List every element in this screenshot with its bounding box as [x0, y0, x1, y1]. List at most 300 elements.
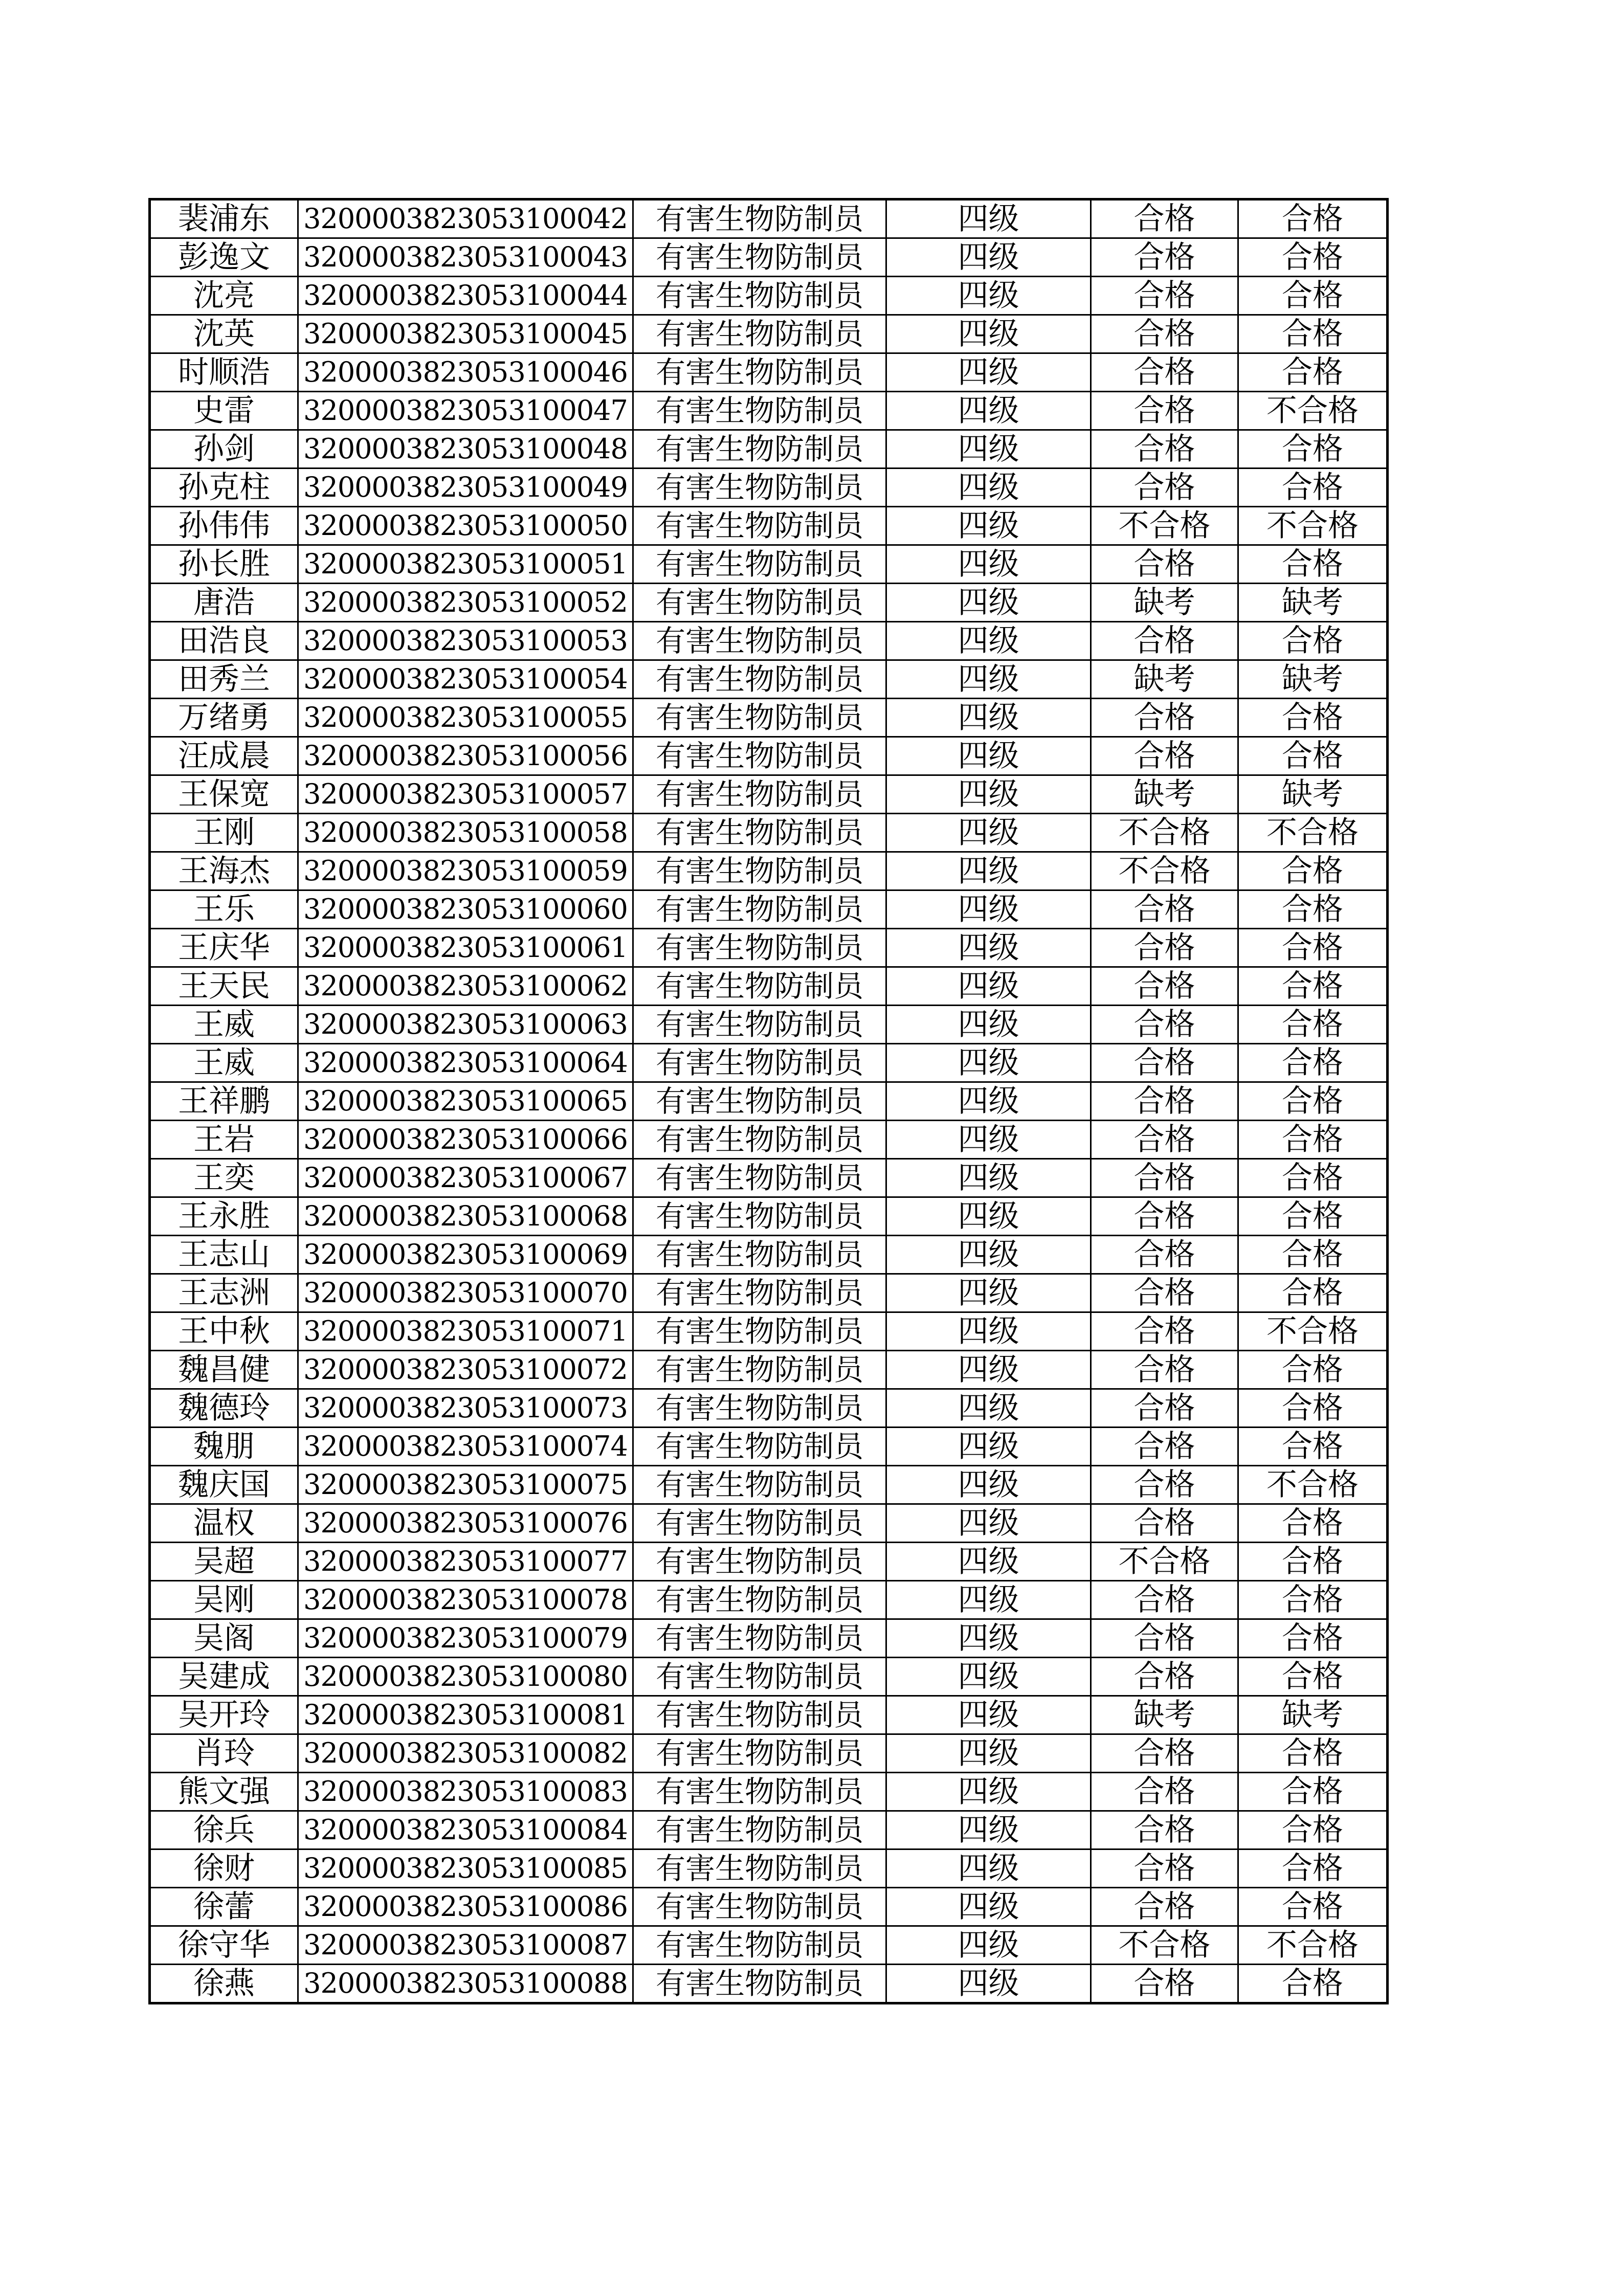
certificate-number-cell: 3200003823053100069: [298, 1236, 633, 1274]
occupation-cell: 有害生物防制员: [633, 1888, 886, 1926]
candidate-name-cell: 王祥鹏: [150, 1082, 298, 1121]
table-row: [150, 1236, 1388, 1274]
table-row: [150, 1389, 1388, 1428]
practical-result-cell: 合格: [1238, 1389, 1388, 1428]
candidate-name-cell: 王庆华: [150, 929, 298, 967]
practical-result-cell: 不合格: [1238, 392, 1388, 430]
theory-result-cell: 缺考: [1091, 660, 1238, 699]
occupation-cell: 有害生物防制员: [633, 238, 886, 277]
practical-result-cell: 合格: [1238, 238, 1388, 277]
practical-result-cell: 合格: [1238, 1504, 1388, 1543]
occupation-cell: 有害生物防制员: [633, 1926, 886, 1965]
certificate-number-cell: 3200003823053100042: [298, 199, 633, 238]
table-row: [150, 1926, 1388, 1965]
theory-result-cell: 合格: [1091, 1121, 1238, 1159]
candidate-name-cell: 魏德玲: [150, 1389, 298, 1428]
theory-result-cell: 合格: [1091, 737, 1238, 775]
occupation-cell: 有害生物防制员: [633, 1773, 886, 1811]
practical-result-cell: 不合格: [1238, 814, 1388, 852]
candidate-name-cell: 吴建成: [150, 1658, 298, 1696]
certificate-number-cell: 3200003823053100044: [298, 277, 633, 315]
occupation-cell: 有害生物防制员: [633, 1044, 886, 1082]
occupation-cell: 有害生物防制员: [633, 199, 886, 238]
candidate-name-cell: 王奕: [150, 1159, 298, 1197]
theory-result-cell: 合格: [1091, 199, 1238, 238]
table-row: [150, 1006, 1388, 1044]
candidate-name-cell: 沈英: [150, 315, 298, 353]
skill-level-cell: 四级: [886, 1466, 1091, 1504]
theory-result-cell: 合格: [1091, 1312, 1238, 1351]
skill-level-cell: 四级: [886, 315, 1091, 353]
certificate-number-cell: 3200003823053100061: [298, 929, 633, 967]
certificate-number-cell: 3200003823053100074: [298, 1428, 633, 1466]
practical-result-cell: 合格: [1238, 929, 1388, 967]
theory-result-cell: 合格: [1091, 890, 1238, 929]
skill-level-cell: 四级: [886, 1121, 1091, 1159]
theory-result-cell: 合格: [1091, 1351, 1238, 1389]
candidate-name-cell: 王海杰: [150, 852, 298, 890]
certificate-number-cell: 3200003823053100073: [298, 1389, 633, 1428]
occupation-cell: 有害生物防制员: [633, 775, 886, 814]
candidate-name-cell: 吴刚: [150, 1581, 298, 1619]
skill-level-cell: 四级: [886, 469, 1091, 507]
certificate-number-cell: 3200003823053100070: [298, 1274, 633, 1312]
theory-result-cell: 不合格: [1091, 1543, 1238, 1581]
table-row: [150, 1312, 1388, 1351]
skill-level-cell: 四级: [886, 1428, 1091, 1466]
occupation-cell: 有害生物防制员: [633, 1236, 886, 1274]
skill-level-cell: 四级: [886, 277, 1091, 315]
certificate-number-cell: 3200003823053100045: [298, 315, 633, 353]
practical-result-cell: 合格: [1238, 1121, 1388, 1159]
practical-result-cell: 缺考: [1238, 660, 1388, 699]
occupation-cell: 有害生物防制员: [633, 890, 886, 929]
skill-level-cell: 四级: [886, 1389, 1091, 1428]
certificate-number-cell: 3200003823053100060: [298, 890, 633, 929]
occupation-cell: 有害生物防制员: [633, 1504, 886, 1543]
occupation-cell: 有害生物防制员: [633, 1965, 886, 2003]
table-row: [150, 1696, 1388, 1734]
table-row: [150, 1619, 1388, 1658]
theory-result-cell: 合格: [1091, 622, 1238, 660]
theory-result-cell: 合格: [1091, 1428, 1238, 1466]
occupation-cell: 有害生物防制员: [633, 1082, 886, 1121]
certificate-number-cell: 3200003823053100086: [298, 1888, 633, 1926]
candidate-name-cell: 唐浩: [150, 584, 298, 622]
practical-result-cell: 合格: [1238, 277, 1388, 315]
skill-level-cell: 四级: [886, 1773, 1091, 1811]
certificate-number-cell: 3200003823053100080: [298, 1658, 633, 1696]
table-row: [150, 238, 1388, 277]
practical-result-cell: 合格: [1238, 1849, 1388, 1888]
practical-result-cell: 合格: [1238, 1044, 1388, 1082]
occupation-cell: 有害生物防制员: [633, 392, 886, 430]
certificate-number-cell: 3200003823053100083: [298, 1773, 633, 1811]
practical-result-cell: 合格: [1238, 622, 1388, 660]
theory-result-cell: 合格: [1091, 392, 1238, 430]
skill-level-cell: 四级: [886, 622, 1091, 660]
practical-result-cell: 不合格: [1238, 1312, 1388, 1351]
results-body: [150, 199, 1388, 2003]
table-row: [150, 1428, 1388, 1466]
certificate-number-cell: 3200003823053100049: [298, 469, 633, 507]
candidate-name-cell: 彭逸文: [150, 238, 298, 277]
table-row: [150, 814, 1388, 852]
theory-result-cell: 合格: [1091, 699, 1238, 737]
certificate-number-cell: 3200003823053100053: [298, 622, 633, 660]
practical-result-cell: 合格: [1238, 1658, 1388, 1696]
practical-result-cell: 缺考: [1238, 775, 1388, 814]
practical-result-cell: 合格: [1238, 890, 1388, 929]
skill-level-cell: 四级: [886, 353, 1091, 392]
theory-result-cell: 合格: [1091, 1888, 1238, 1926]
skill-level-cell: 四级: [886, 1658, 1091, 1696]
theory-result-cell: 不合格: [1091, 814, 1238, 852]
certificate-number-cell: 3200003823053100064: [298, 1044, 633, 1082]
table-row: [150, 852, 1388, 890]
certificate-number-cell: 3200003823053100046: [298, 353, 633, 392]
candidate-name-cell: 魏昌健: [150, 1351, 298, 1389]
candidate-name-cell: 史雷: [150, 392, 298, 430]
skill-level-cell: 四级: [886, 1274, 1091, 1312]
skill-level-cell: 四级: [886, 1734, 1091, 1773]
table-row: [150, 584, 1388, 622]
occupation-cell: 有害生物防制员: [633, 699, 886, 737]
practical-result-cell: 不合格: [1238, 507, 1388, 545]
candidate-name-cell: 沈亮: [150, 277, 298, 315]
candidate-name-cell: 王威: [150, 1006, 298, 1044]
candidate-name-cell: 王中秋: [150, 1312, 298, 1351]
skill-level-cell: 四级: [886, 1044, 1091, 1082]
candidate-name-cell: 时顺浩: [150, 353, 298, 392]
table-row: [150, 1888, 1388, 1926]
skill-level-cell: 四级: [886, 1849, 1091, 1888]
candidate-name-cell: 王志洲: [150, 1274, 298, 1312]
theory-result-cell: 合格: [1091, 929, 1238, 967]
certificate-number-cell: 3200003823053100057: [298, 775, 633, 814]
practical-result-cell: 合格: [1238, 1197, 1388, 1236]
table-row: [150, 1734, 1388, 1773]
occupation-cell: 有害生物防制员: [633, 967, 886, 1006]
candidate-name-cell: 王威: [150, 1044, 298, 1082]
candidate-name-cell: 王永胜: [150, 1197, 298, 1236]
theory-result-cell: 合格: [1091, 967, 1238, 1006]
skill-level-cell: 四级: [886, 199, 1091, 238]
candidate-name-cell: 田秀兰: [150, 660, 298, 699]
candidate-name-cell: 魏庆国: [150, 1466, 298, 1504]
practical-result-cell: 合格: [1238, 1274, 1388, 1312]
table-row: [150, 430, 1388, 469]
skill-level-cell: 四级: [886, 1926, 1091, 1965]
skill-level-cell: 四级: [886, 1504, 1091, 1543]
certificate-number-cell: 3200003823053100079: [298, 1619, 633, 1658]
certificate-number-cell: 3200003823053100087: [298, 1926, 633, 1965]
theory-result-cell: 合格: [1091, 1006, 1238, 1044]
skill-level-cell: 四级: [886, 699, 1091, 737]
practical-result-cell: 合格: [1238, 852, 1388, 890]
practical-result-cell: 合格: [1238, 1888, 1388, 1926]
certificate-number-cell: 3200003823053100056: [298, 737, 633, 775]
skill-level-cell: 四级: [886, 1006, 1091, 1044]
skill-level-cell: 四级: [886, 238, 1091, 277]
candidate-name-cell: 王保宽: [150, 775, 298, 814]
occupation-cell: 有害生物防制员: [633, 1811, 886, 1849]
skill-level-cell: 四级: [886, 1543, 1091, 1581]
certificate-number-cell: 3200003823053100084: [298, 1811, 633, 1849]
table-row: [150, 1504, 1388, 1543]
skill-level-cell: 四级: [886, 1082, 1091, 1121]
skill-level-cell: 四级: [886, 1236, 1091, 1274]
occupation-cell: 有害生物防制员: [633, 1466, 886, 1504]
candidate-name-cell: 徐守华: [150, 1926, 298, 1965]
practical-result-cell: 合格: [1238, 430, 1388, 469]
candidate-name-cell: 孙克柱: [150, 469, 298, 507]
candidate-name-cell: 汪成晨: [150, 737, 298, 775]
skill-level-cell: 四级: [886, 660, 1091, 699]
table-row: [150, 469, 1388, 507]
theory-result-cell: 合格: [1091, 1504, 1238, 1543]
candidate-name-cell: 万绪勇: [150, 699, 298, 737]
practical-result-cell: 不合格: [1238, 1466, 1388, 1504]
occupation-cell: 有害生物防制员: [633, 545, 886, 584]
skill-level-cell: 四级: [886, 1581, 1091, 1619]
occupation-cell: 有害生物防制员: [633, 1121, 886, 1159]
skill-level-cell: 四级: [886, 852, 1091, 890]
table-row: [150, 353, 1388, 392]
occupation-cell: 有害生物防制员: [633, 353, 886, 392]
skill-level-cell: 四级: [886, 890, 1091, 929]
practical-result-cell: 合格: [1238, 1159, 1388, 1197]
table-row: [150, 392, 1388, 430]
candidate-name-cell: 孙剑: [150, 430, 298, 469]
occupation-cell: 有害生物防制员: [633, 430, 886, 469]
candidate-name-cell: 徐蕾: [150, 1888, 298, 1926]
theory-result-cell: 合格: [1091, 1274, 1238, 1312]
table-row: [150, 775, 1388, 814]
certificate-number-cell: 3200003823053100055: [298, 699, 633, 737]
certificate-number-cell: 3200003823053100051: [298, 545, 633, 584]
practical-result-cell: 合格: [1238, 199, 1388, 238]
theory-result-cell: 合格: [1091, 1619, 1238, 1658]
occupation-cell: 有害生物防制员: [633, 1274, 886, 1312]
table-row: [150, 1351, 1388, 1389]
skill-level-cell: 四级: [886, 775, 1091, 814]
certificate-number-cell: 3200003823053100058: [298, 814, 633, 852]
table-row: [150, 199, 1388, 238]
practical-result-cell: 合格: [1238, 1006, 1388, 1044]
skill-level-cell: 四级: [886, 967, 1091, 1006]
practical-result-cell: 合格: [1238, 967, 1388, 1006]
occupation-cell: 有害生物防制员: [633, 1696, 886, 1734]
theory-result-cell: 合格: [1091, 1581, 1238, 1619]
candidate-name-cell: 王天民: [150, 967, 298, 1006]
table-row: [150, 1658, 1388, 1696]
results-table: [148, 198, 1389, 2004]
certificate-number-cell: 3200003823053100078: [298, 1581, 633, 1619]
skill-level-cell: 四级: [886, 430, 1091, 469]
practical-result-cell: 合格: [1238, 699, 1388, 737]
practical-result-cell: 合格: [1238, 1581, 1388, 1619]
occupation-cell: 有害生物防制员: [633, 584, 886, 622]
skill-level-cell: 四级: [886, 1965, 1091, 2003]
certificate-number-cell: 3200003823053100043: [298, 238, 633, 277]
theory-result-cell: 合格: [1091, 238, 1238, 277]
theory-result-cell: 合格: [1091, 277, 1238, 315]
practical-result-cell: 合格: [1238, 353, 1388, 392]
certificate-number-cell: 3200003823053100068: [298, 1197, 633, 1236]
practical-result-cell: 缺考: [1238, 584, 1388, 622]
theory-result-cell: 合格: [1091, 1466, 1238, 1504]
skill-level-cell: 四级: [886, 1696, 1091, 1734]
practical-result-cell: 合格: [1238, 545, 1388, 584]
occupation-cell: 有害生物防制员: [633, 1543, 886, 1581]
theory-result-cell: 不合格: [1091, 1926, 1238, 1965]
practical-result-cell: 合格: [1238, 1543, 1388, 1581]
skill-level-cell: 四级: [886, 1811, 1091, 1849]
occupation-cell: 有害生物防制员: [633, 1159, 886, 1197]
occupation-cell: 有害生物防制员: [633, 1351, 886, 1389]
theory-result-cell: 合格: [1091, 1236, 1238, 1274]
table-row: [150, 1044, 1388, 1082]
candidate-name-cell: 王乐: [150, 890, 298, 929]
theory-result-cell: 合格: [1091, 1811, 1238, 1849]
candidate-name-cell: 王志山: [150, 1236, 298, 1274]
skill-level-cell: 四级: [886, 1159, 1091, 1197]
certificate-number-cell: 3200003823053100072: [298, 1351, 633, 1389]
theory-result-cell: 合格: [1091, 1082, 1238, 1121]
candidate-name-cell: 熊文强: [150, 1773, 298, 1811]
occupation-cell: 有害生物防制员: [633, 814, 886, 852]
occupation-cell: 有害生物防制员: [633, 929, 886, 967]
practical-result-cell: 合格: [1238, 1428, 1388, 1466]
theory-result-cell: 合格: [1091, 430, 1238, 469]
candidate-name-cell: 吴超: [150, 1543, 298, 1581]
table-row: [150, 1121, 1388, 1159]
certificate-number-cell: 3200003823053100081: [298, 1696, 633, 1734]
occupation-cell: 有害生物防制员: [633, 1581, 886, 1619]
practical-result-cell: 合格: [1238, 315, 1388, 353]
certificate-number-cell: 3200003823053100071: [298, 1312, 633, 1351]
theory-result-cell: 合格: [1091, 1044, 1238, 1082]
table-row: [150, 737, 1388, 775]
occupation-cell: 有害生物防制员: [633, 277, 886, 315]
theory-result-cell: 合格: [1091, 353, 1238, 392]
occupation-cell: 有害生物防制员: [633, 469, 886, 507]
theory-result-cell: 缺考: [1091, 1696, 1238, 1734]
theory-result-cell: 合格: [1091, 1734, 1238, 1773]
occupation-cell: 有害生物防制员: [633, 507, 886, 545]
candidate-name-cell: 孙长胜: [150, 545, 298, 584]
certificate-number-cell: 3200003823053100082: [298, 1734, 633, 1773]
certificate-number-cell: 3200003823053100050: [298, 507, 633, 545]
skill-level-cell: 四级: [886, 1619, 1091, 1658]
table-row: [150, 967, 1388, 1006]
theory-result-cell: 合格: [1091, 1849, 1238, 1888]
theory-result-cell: 不合格: [1091, 852, 1238, 890]
table-row: [150, 1965, 1388, 2003]
certificate-number-cell: 3200003823053100066: [298, 1121, 633, 1159]
practical-result-cell: 合格: [1238, 1619, 1388, 1658]
candidate-name-cell: 吴阁: [150, 1619, 298, 1658]
certificate-number-cell: 3200003823053100065: [298, 1082, 633, 1121]
theory-result-cell: 合格: [1091, 1159, 1238, 1197]
certificate-number-cell: 3200003823053100088: [298, 1965, 633, 2003]
table-row: [150, 1773, 1388, 1811]
theory-result-cell: 不合格: [1091, 507, 1238, 545]
theory-result-cell: 合格: [1091, 545, 1238, 584]
table-row: [150, 1274, 1388, 1312]
certificate-number-cell: 3200003823053100059: [298, 852, 633, 890]
table-row: [150, 277, 1388, 315]
table-row: [150, 545, 1388, 584]
occupation-cell: 有害生物防制员: [633, 1428, 886, 1466]
certificate-number-cell: 3200003823053100076: [298, 1504, 633, 1543]
practical-result-cell: 合格: [1238, 1734, 1388, 1773]
occupation-cell: 有害生物防制员: [633, 1619, 886, 1658]
skill-level-cell: 四级: [886, 1312, 1091, 1351]
table-row: [150, 1811, 1388, 1849]
table-row: [150, 507, 1388, 545]
certificate-number-cell: 3200003823053100085: [298, 1849, 633, 1888]
practical-result-cell: 不合格: [1238, 1926, 1388, 1965]
skill-level-cell: 四级: [886, 1888, 1091, 1926]
theory-result-cell: 合格: [1091, 1773, 1238, 1811]
occupation-cell: 有害生物防制员: [633, 1658, 886, 1696]
table-row: [150, 1849, 1388, 1888]
practical-result-cell: 合格: [1238, 1236, 1388, 1274]
table-row: [150, 315, 1388, 353]
skill-level-cell: 四级: [886, 507, 1091, 545]
practical-result-cell: 合格: [1238, 737, 1388, 775]
practical-result-cell: 合格: [1238, 1965, 1388, 2003]
candidate-name-cell: 王岩: [150, 1121, 298, 1159]
candidate-name-cell: 肖玲: [150, 1734, 298, 1773]
occupation-cell: 有害生物防制员: [633, 315, 886, 353]
table-row: [150, 1466, 1388, 1504]
skill-level-cell: 四级: [886, 392, 1091, 430]
theory-result-cell: 合格: [1091, 315, 1238, 353]
table-row: [150, 1197, 1388, 1236]
occupation-cell: 有害生物防制员: [633, 660, 886, 699]
table-row: [150, 1543, 1388, 1581]
theory-result-cell: 合格: [1091, 469, 1238, 507]
table-row: [150, 660, 1388, 699]
skill-level-cell: 四级: [886, 1197, 1091, 1236]
practical-result-cell: 合格: [1238, 469, 1388, 507]
candidate-name-cell: 田浩良: [150, 622, 298, 660]
occupation-cell: 有害生物防制员: [633, 1312, 886, 1351]
practical-result-cell: 合格: [1238, 1811, 1388, 1849]
certificate-number-cell: 3200003823053100048: [298, 430, 633, 469]
skill-level-cell: 四级: [886, 545, 1091, 584]
candidate-name-cell: 温权: [150, 1504, 298, 1543]
candidate-name-cell: 魏朋: [150, 1428, 298, 1466]
practical-result-cell: 合格: [1238, 1082, 1388, 1121]
table-row: [150, 890, 1388, 929]
skill-level-cell: 四级: [886, 737, 1091, 775]
candidate-name-cell: 徐燕: [150, 1965, 298, 2003]
practical-result-cell: 合格: [1238, 1773, 1388, 1811]
candidate-name-cell: 徐兵: [150, 1811, 298, 1849]
table-row: [150, 929, 1388, 967]
table-row: [150, 699, 1388, 737]
skill-level-cell: 四级: [886, 584, 1091, 622]
occupation-cell: 有害生物防制员: [633, 1734, 886, 1773]
certificate-number-cell: 3200003823053100062: [298, 967, 633, 1006]
theory-result-cell: 合格: [1091, 1658, 1238, 1696]
occupation-cell: 有害生物防制员: [633, 1006, 886, 1044]
skill-level-cell: 四级: [886, 1351, 1091, 1389]
